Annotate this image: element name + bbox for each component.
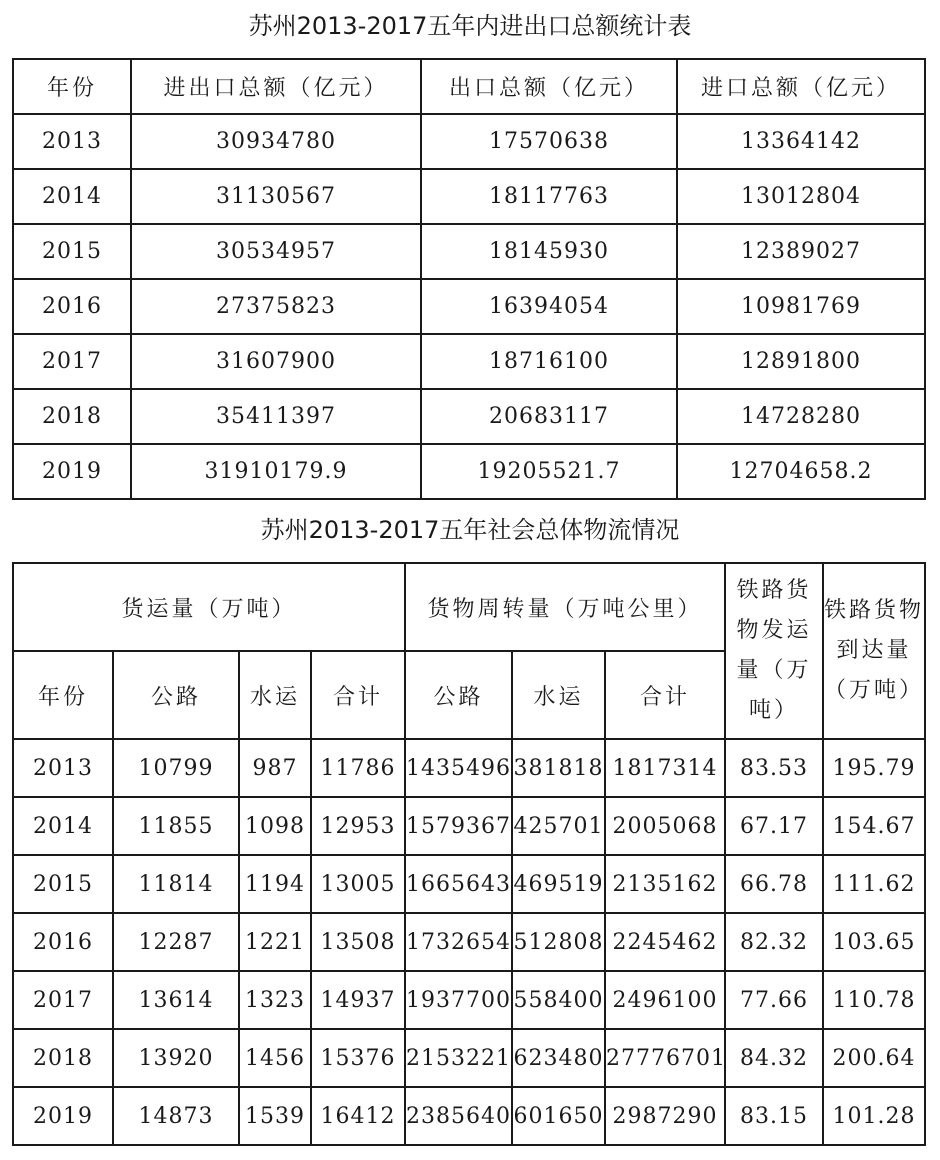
table-row xyxy=(13,279,925,334)
header-rail-arrived: 铁路货物到达量（万吨） xyxy=(823,563,925,739)
table-cell: 601650 xyxy=(512,1087,605,1145)
table-cell: 1579367 xyxy=(405,797,512,855)
table-cell: 19205521.7 xyxy=(421,444,677,499)
table-cell: 2018 xyxy=(13,1029,113,1087)
table-cell: 2013 xyxy=(13,114,131,169)
table-cell: 31910179.9 xyxy=(131,444,421,499)
table-header-row xyxy=(13,563,925,651)
table-cell: 11814 xyxy=(113,855,239,913)
table-cell: 2005068 xyxy=(605,797,725,855)
table-cell: 10981769 xyxy=(677,279,925,334)
table-cell: 2019 xyxy=(13,444,131,499)
table-cell: 12389027 xyxy=(677,224,925,279)
table-cell: 2017 xyxy=(13,334,131,389)
table-cell: 512808 xyxy=(512,913,605,971)
table-cell: 425701 xyxy=(512,797,605,855)
table-cell: 13012804 xyxy=(677,169,925,224)
table-cell: 13005 xyxy=(311,855,405,913)
table-cell: 111.62 xyxy=(823,855,925,913)
table-cell: 2016 xyxy=(13,279,131,334)
header-freight-volume: 货运量（万吨） xyxy=(13,563,405,651)
table-header-row xyxy=(13,59,925,114)
table-cell: 1435496 xyxy=(405,739,512,797)
table-cell: 381818 xyxy=(512,739,605,797)
table-cell: 12891800 xyxy=(677,334,925,389)
table-cell: 101.28 xyxy=(823,1087,925,1145)
table-cell: 2385640 xyxy=(405,1087,512,1145)
table-row xyxy=(13,334,925,389)
table-cell: 27776701 xyxy=(605,1029,725,1087)
table-cell: 30934780 xyxy=(131,114,421,169)
table-cell: 17570638 xyxy=(421,114,677,169)
table-cell: 1456 xyxy=(239,1029,311,1087)
import-export-table xyxy=(12,58,926,500)
header-rail-sent: 铁路货物发运量（万吨） xyxy=(725,563,823,739)
table-cell: 12287 xyxy=(113,913,239,971)
table-cell: 1665643 xyxy=(405,855,512,913)
table-cell: 2153221 xyxy=(405,1029,512,1087)
table-cell: 2135162 xyxy=(605,855,725,913)
table-cell: 10799 xyxy=(113,739,239,797)
table-cell: 77.66 xyxy=(725,971,823,1029)
table-cell: 13364142 xyxy=(677,114,925,169)
table-cell: 1194 xyxy=(239,855,311,913)
table-cell: 67.17 xyxy=(725,797,823,855)
table-cell: 2016 xyxy=(13,913,113,971)
table-row xyxy=(13,1087,925,1145)
header-freight-turnover: 货物周转量（万吨公里） xyxy=(405,563,725,651)
table-cell: 1732654 xyxy=(405,913,512,971)
table-cell: 83.15 xyxy=(725,1087,823,1145)
table-cell: 2015 xyxy=(13,224,131,279)
table-row xyxy=(13,855,925,913)
table-row xyxy=(13,169,925,224)
table-cell: 2019 xyxy=(13,1087,113,1145)
table1-title: 苏州2013-2017五年内进出口总额统计表 xyxy=(248,12,692,40)
header-exports: 出口总额（亿元） xyxy=(421,59,677,114)
table-cell: 14728280 xyxy=(677,389,925,444)
table-cell: 18117763 xyxy=(421,169,677,224)
table-cell: 154.67 xyxy=(823,797,925,855)
table-cell: 110.78 xyxy=(823,971,925,1029)
table-cell: 27375823 xyxy=(131,279,421,334)
table-cell: 2987290 xyxy=(605,1087,725,1145)
table-row xyxy=(13,389,925,444)
table-cell: 1221 xyxy=(239,913,311,971)
header-total-trade: 进出口总额（亿元） xyxy=(131,59,421,114)
table-cell: 16412 xyxy=(311,1087,405,1145)
table-row xyxy=(13,224,925,279)
table-cell: 103.65 xyxy=(823,913,925,971)
table-cell: 83.53 xyxy=(725,739,823,797)
table-cell: 195.79 xyxy=(823,739,925,797)
table-cell: 84.32 xyxy=(725,1029,823,1087)
header-water: 水运 xyxy=(512,651,605,739)
table-cell: 2014 xyxy=(13,169,131,224)
table-row xyxy=(13,114,925,169)
table-cell: 31607900 xyxy=(131,334,421,389)
table-cell: 1539 xyxy=(239,1087,311,1145)
header-year: 年份 xyxy=(13,651,113,739)
table-cell: 2245462 xyxy=(605,913,725,971)
table-cell: 469519 xyxy=(512,855,605,913)
table-cell: 20683117 xyxy=(421,389,677,444)
header-water: 水运 xyxy=(239,651,311,739)
table-cell: 11855 xyxy=(113,797,239,855)
table-cell: 13920 xyxy=(113,1029,239,1087)
table-cell: 18716100 xyxy=(421,334,677,389)
table-cell: 2018 xyxy=(13,389,131,444)
table-cell: 31130567 xyxy=(131,169,421,224)
logistics-table xyxy=(12,562,926,1146)
table-row xyxy=(13,739,925,797)
table-cell: 11786 xyxy=(311,739,405,797)
table-cell: 1937700 xyxy=(405,971,512,1029)
table-cell: 66.78 xyxy=(725,855,823,913)
header-road: 公路 xyxy=(405,651,512,739)
table-cell: 2013 xyxy=(13,739,113,797)
table-cell: 15376 xyxy=(311,1029,405,1087)
table-cell: 2496100 xyxy=(605,971,725,1029)
table-cell: 1817314 xyxy=(605,739,725,797)
table-cell: 12704658.2 xyxy=(677,444,925,499)
table-cell: 14873 xyxy=(113,1087,239,1145)
table-cell: 30534957 xyxy=(131,224,421,279)
table-cell: 200.64 xyxy=(823,1029,925,1087)
table-cell: 18145930 xyxy=(421,224,677,279)
table-cell: 2014 xyxy=(13,797,113,855)
table-row xyxy=(13,913,925,971)
header-total: 合计 xyxy=(311,651,405,739)
table-cell: 82.32 xyxy=(725,913,823,971)
table-cell: 558400 xyxy=(512,971,605,1029)
table-row xyxy=(13,797,925,855)
header-road: 公路 xyxy=(113,651,239,739)
table-cell: 35411397 xyxy=(131,389,421,444)
table-cell: 13614 xyxy=(113,971,239,1029)
header-year: 年份 xyxy=(13,59,131,114)
table-row xyxy=(13,1029,925,1087)
table-cell: 13508 xyxy=(311,913,405,971)
table-row xyxy=(13,444,925,499)
table-row xyxy=(13,971,925,1029)
table2-title: 苏州2013-2017五年社会总体物流情况 xyxy=(260,516,680,544)
header-imports: 进口总额（亿元） xyxy=(677,59,925,114)
table-cell: 16394054 xyxy=(421,279,677,334)
table-cell: 987 xyxy=(239,739,311,797)
table-cell: 2015 xyxy=(13,855,113,913)
table-cell: 623480 xyxy=(512,1029,605,1087)
table-cell: 14937 xyxy=(311,971,405,1029)
table-cell: 1098 xyxy=(239,797,311,855)
table-cell: 2017 xyxy=(13,971,113,1029)
table-cell: 12953 xyxy=(311,797,405,855)
table-cell: 1323 xyxy=(239,971,311,1029)
header-total: 合计 xyxy=(605,651,725,739)
